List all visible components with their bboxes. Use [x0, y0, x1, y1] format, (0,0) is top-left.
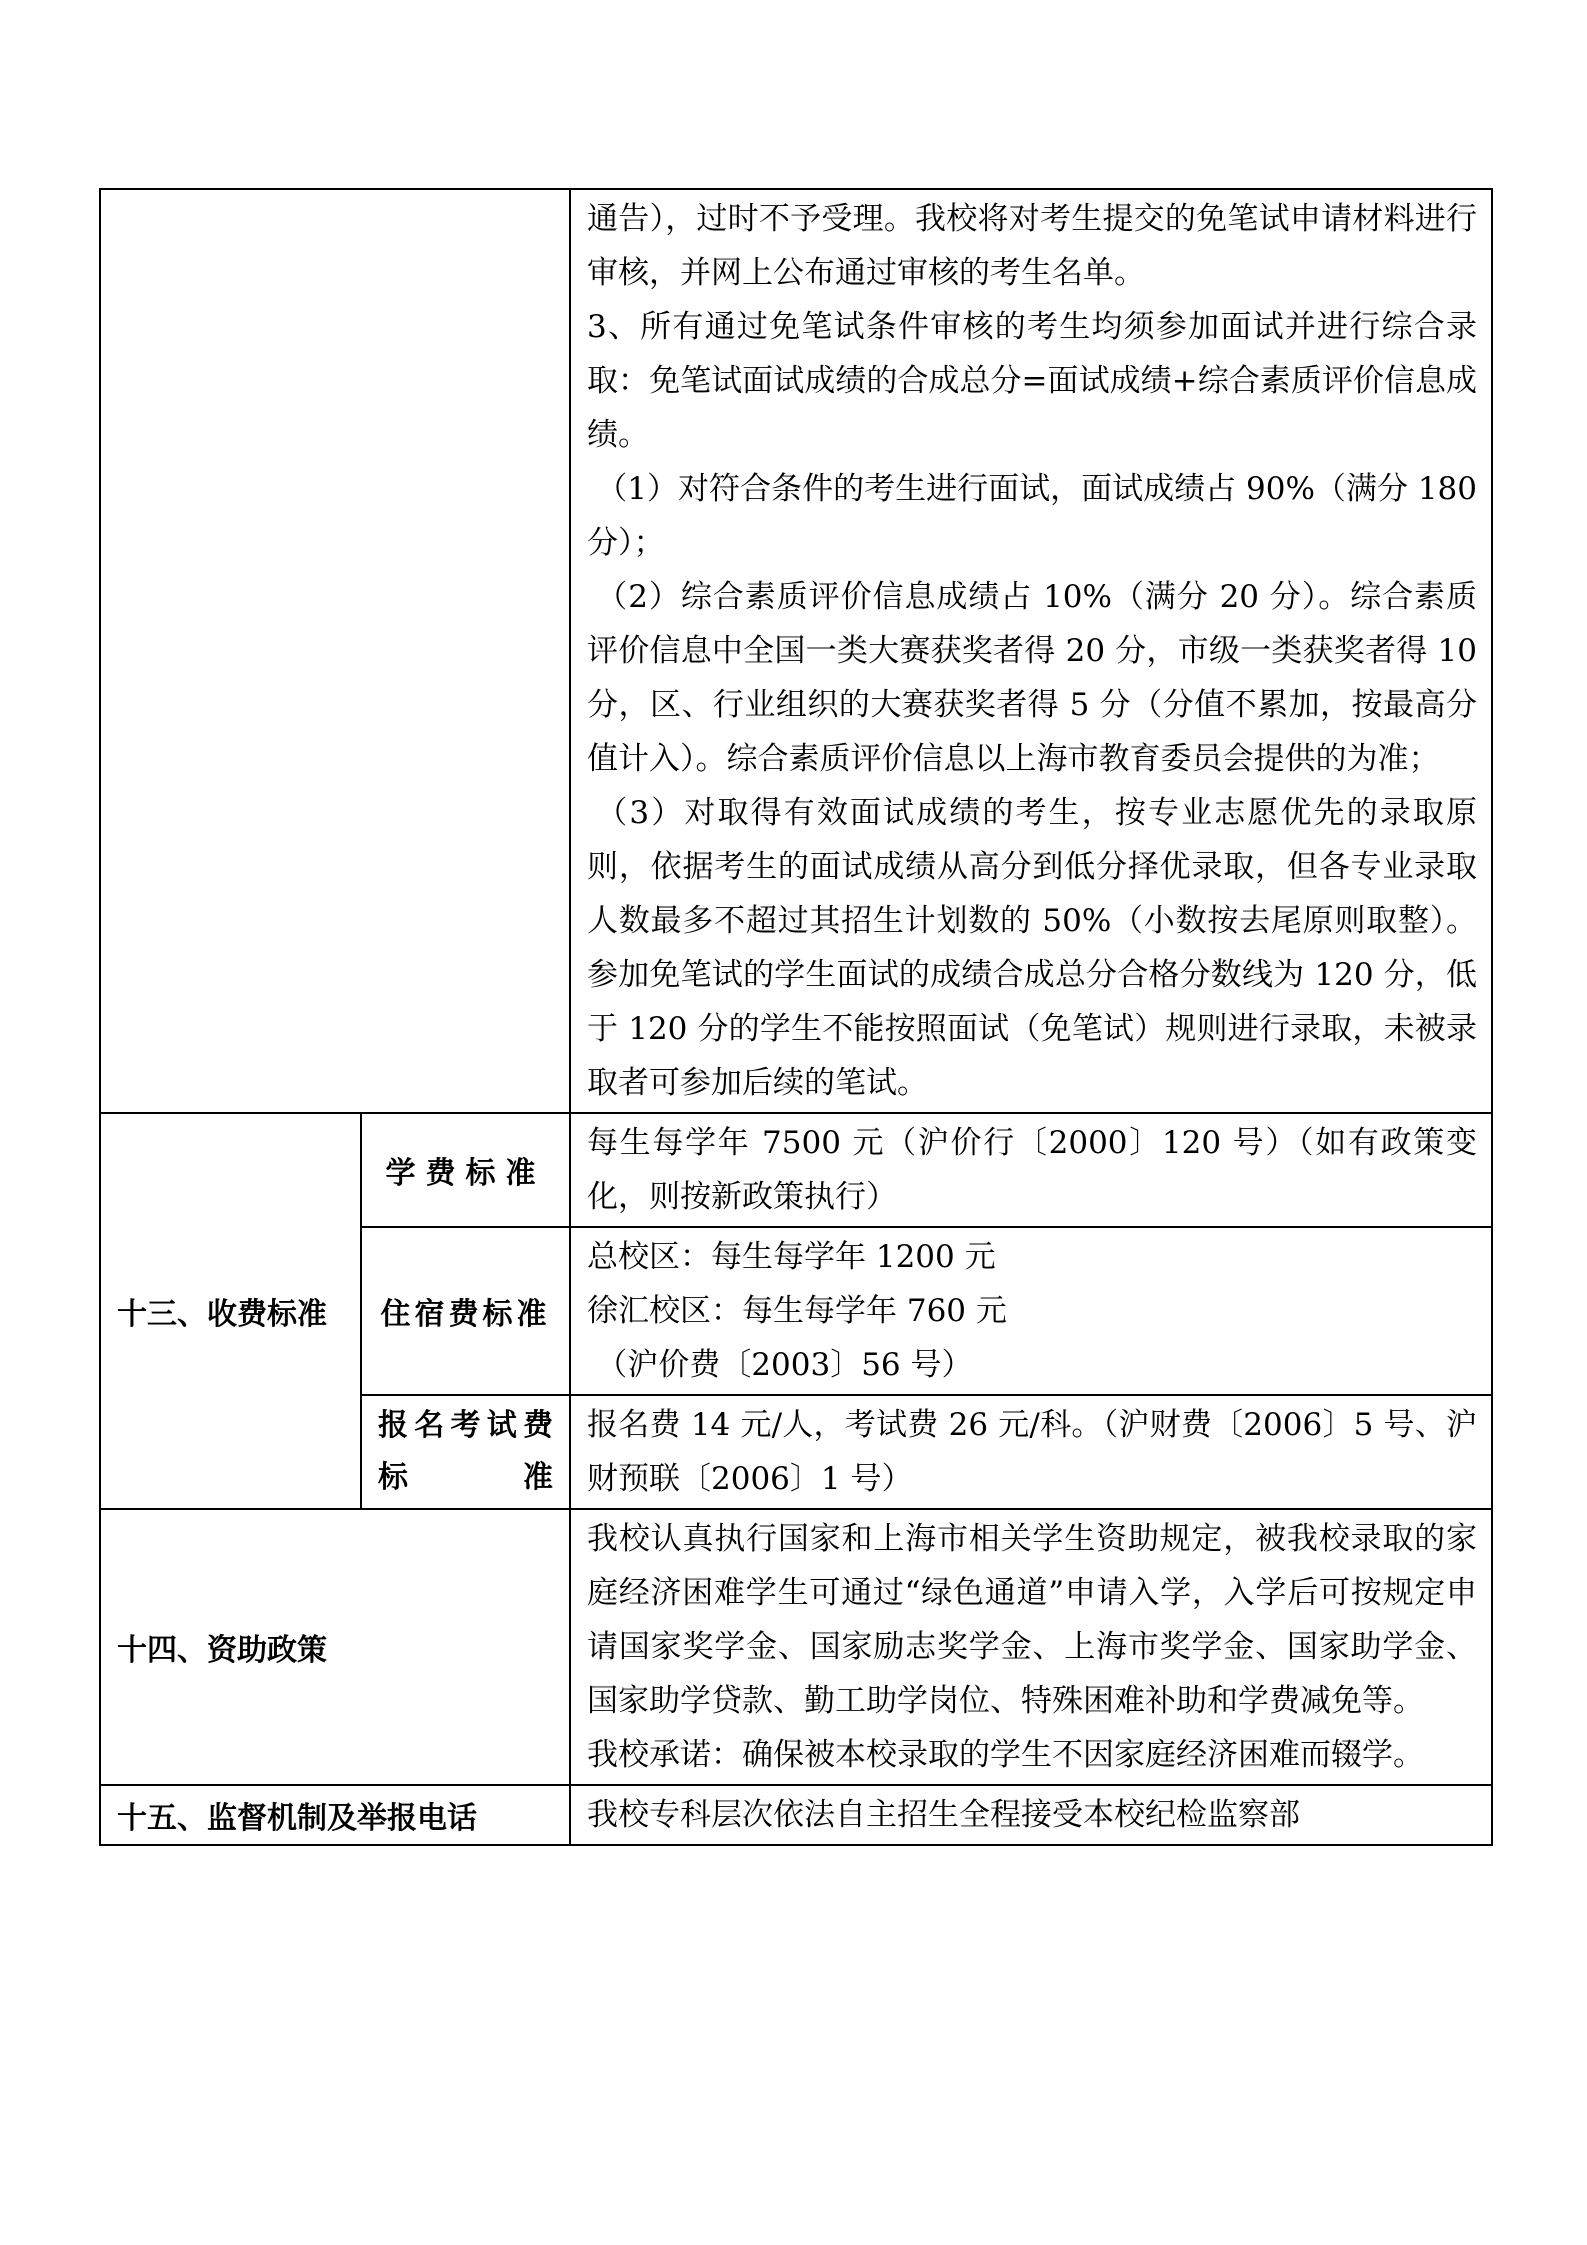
fees-section-label: 十三、收费标准 — [100, 1113, 361, 1509]
continuation-paragraph: 通告），过时不予受理。我校将对考生提交的免笔试申请材料进行审核，并网上公布通过审核的考生名单。 — [587, 201, 1477, 291]
supervision-row — [100, 1785, 1492, 1845]
dorm-label: 住宿费标准 — [361, 1227, 570, 1395]
dorm-line: 徐汇校区：每生每学年 760 元 — [587, 1293, 1007, 1329]
aid-section-label: 十四、资助政策 — [100, 1509, 570, 1785]
dorm-line: （沪价费〔2003〕56 号） — [596, 1347, 973, 1383]
tuition-text: 每生每学年 7500 元（沪价行〔2000〕120 号）（如有政策变化，则按新政策执行） — [570, 1113, 1492, 1227]
aid-paragraph: 我校认真执行国家和上海市相关学生资助规定，被我校录取的家庭经济困难学生可通过“绿色通道”申请入学，入学后可按规定申请国家奖学金、国家励志奖学金、上海市奖学金、国家助学金、国家助学贷款、勤工助学岗位、特殊困难补助和学费减免等。 — [587, 1521, 1477, 1719]
continuation-paragraph: （1）对符合条件的考生进行面试，面试成绩占 90%（满分 180 分）； — [587, 471, 1477, 561]
continuation-content — [570, 189, 1492, 1113]
exam-fee-label: 报名考试费标准 — [361, 1395, 570, 1509]
exam-fee-text: 报名费 14 元/人，考试费 26 元/科。（沪财费〔2006〕5 号、沪财预联〔2006〕1 号） — [570, 1395, 1492, 1509]
continuation-row — [100, 189, 1492, 1113]
continuation-paragraph: （2）综合素质评价信息成绩占 10%（满分 20 分）。综合素质评价信息中全国一类大赛获奖者得 20 分，市级一类获奖者得 10 分，区、行业组织的大赛获奖者得 5 分（分值不累加，按最高分值计入）。综合素质评价信息以上海市教育委员会提供的为准； — [587, 579, 1477, 777]
aid-paragraph: 我校承诺：确保被本校录取的学生不因家庭经济困难而辍学。 — [587, 1737, 1424, 1773]
tuition-label: 学费标准 — [361, 1113, 570, 1227]
continuation-paragraph: （3）对取得有效面试成绩的考生，按专业志愿优先的录取原则，依据考生的面试成绩从高分到低分择优录取，但各专业录取人数最多不超过其招生计划数的 50%（小数按去尾原则取整）。参加免笔试的学生面试的成绩合成总分合格分数线为 120 分，低于 120 分的学生不能按照面试（免笔试）规则进行录取，未被录取者可参加后续的笔试。 — [587, 795, 1477, 1101]
aid-row — [100, 1509, 1492, 1785]
dorm-content — [570, 1227, 1492, 1395]
supervision-text: 我校专科层次依法自主招生全程接受本校纪检监察部 — [570, 1785, 1492, 1845]
aid-content — [570, 1509, 1492, 1785]
continuation-label-cell — [100, 189, 570, 1113]
dorm-line: 总校区：每生每学年 1200 元 — [587, 1239, 996, 1275]
supervision-section-label: 十五、监督机制及举报电话 — [100, 1785, 570, 1845]
admission-table — [99, 188, 1493, 1846]
fees-row-tuition — [100, 1113, 1492, 1227]
continuation-paragraph: 3、所有通过免笔试条件审核的考生均须参加面试并进行综合录取：免笔试面试成绩的合成总分=面试成绩+综合素质评价信息成绩。 — [587, 309, 1477, 453]
